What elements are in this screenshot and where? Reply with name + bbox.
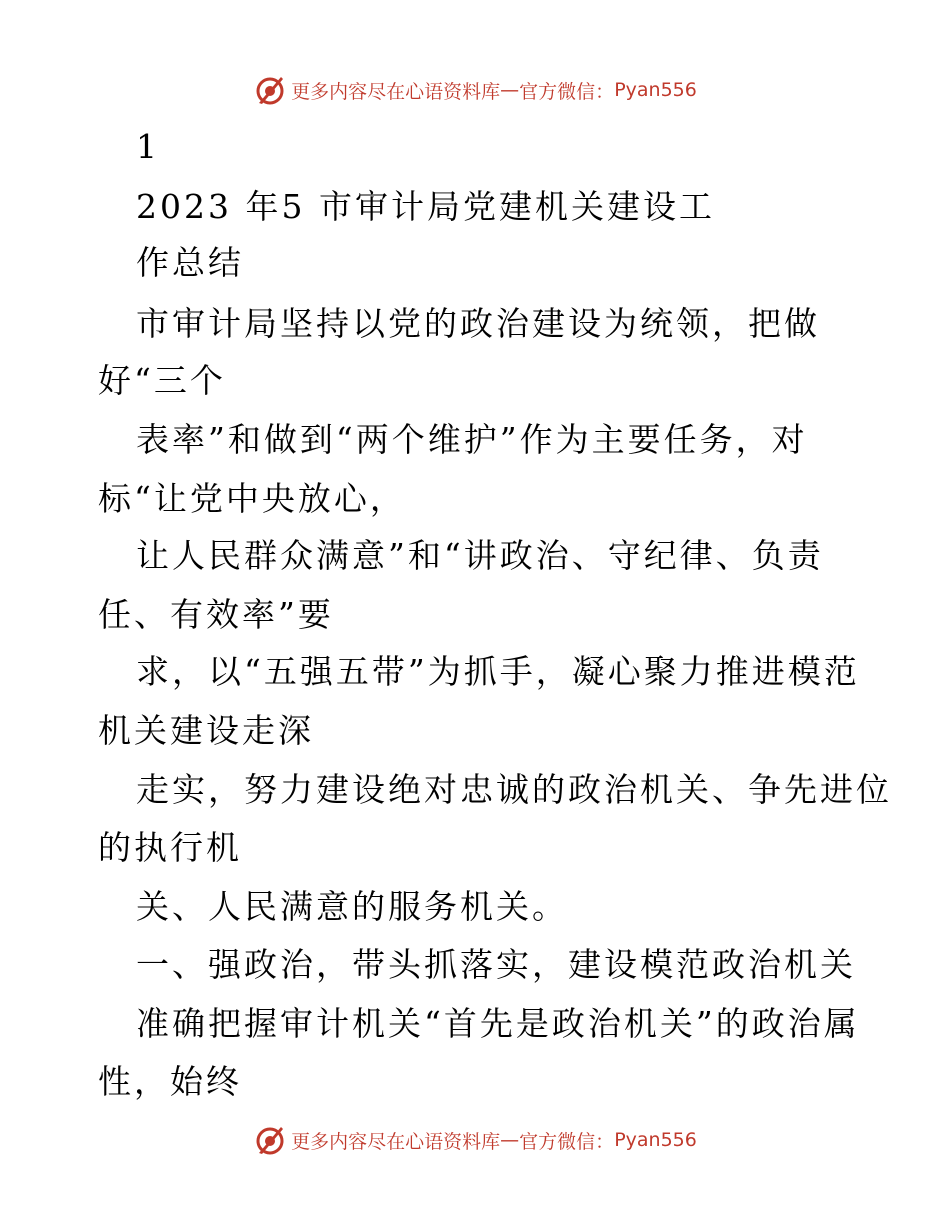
- watermark-contact-id: Pyan556: [614, 79, 697, 101]
- page-number: 1: [136, 127, 160, 166]
- body-line: 求，以“五强五带”为抓手，凝心聚力推进模范: [136, 652, 860, 691]
- quill-circle-logo-icon: [253, 73, 287, 107]
- body-line: 走实，努力建设绝对忠诚的政治机关、争先进位: [136, 770, 892, 809]
- watermark-brand: 更多内容尽在心语资料库: [291, 1130, 501, 1153]
- section-heading: 一、强政治，带头抓落实，建设模范政治机关: [136, 945, 856, 984]
- watermark-separator: —: [500, 1129, 520, 1151]
- watermark-contact-id: Pyan556: [614, 1129, 697, 1151]
- body-line: 关、人民满意的服务机关。: [136, 887, 568, 926]
- doc-title-line-1: 2023 年5 市审计局党建机关建设工: [136, 187, 715, 226]
- body-line: 标“让党中央放心，: [98, 479, 406, 518]
- doc-title-line-2: 作总结: [136, 243, 244, 282]
- watermark-banner-bottom: [0, 1120, 950, 1160]
- body-line: 表率”和做到“两个维护”作为主要任务，对: [136, 420, 808, 459]
- watermark-contact-label: 官方微信：: [519, 1130, 615, 1153]
- quill-circle-logo-icon: [253, 1123, 287, 1157]
- body-line: 性，始终: [98, 1062, 242, 1101]
- body-line: 让人民群众满意”和“讲政治、守纪律、负责: [136, 536, 824, 575]
- body-line: 任、有效率”要: [98, 595, 334, 634]
- body-line: 机关建设走深: [98, 711, 314, 750]
- watermark-separator: —: [500, 79, 520, 101]
- watermark-banner-top: [0, 70, 950, 110]
- body-line: 准确把握审计机关“首先是政治机关”的政治属: [136, 1004, 860, 1043]
- body-line: 好“三个: [98, 361, 226, 400]
- watermark-contact-label: 官方微信：: [519, 80, 615, 103]
- body-line: 的执行机: [98, 828, 242, 867]
- watermark-brand: 更多内容尽在心语资料库: [291, 80, 501, 103]
- body-line: 市审计局坚持以党的政治建设为统领，把做: [136, 304, 820, 343]
